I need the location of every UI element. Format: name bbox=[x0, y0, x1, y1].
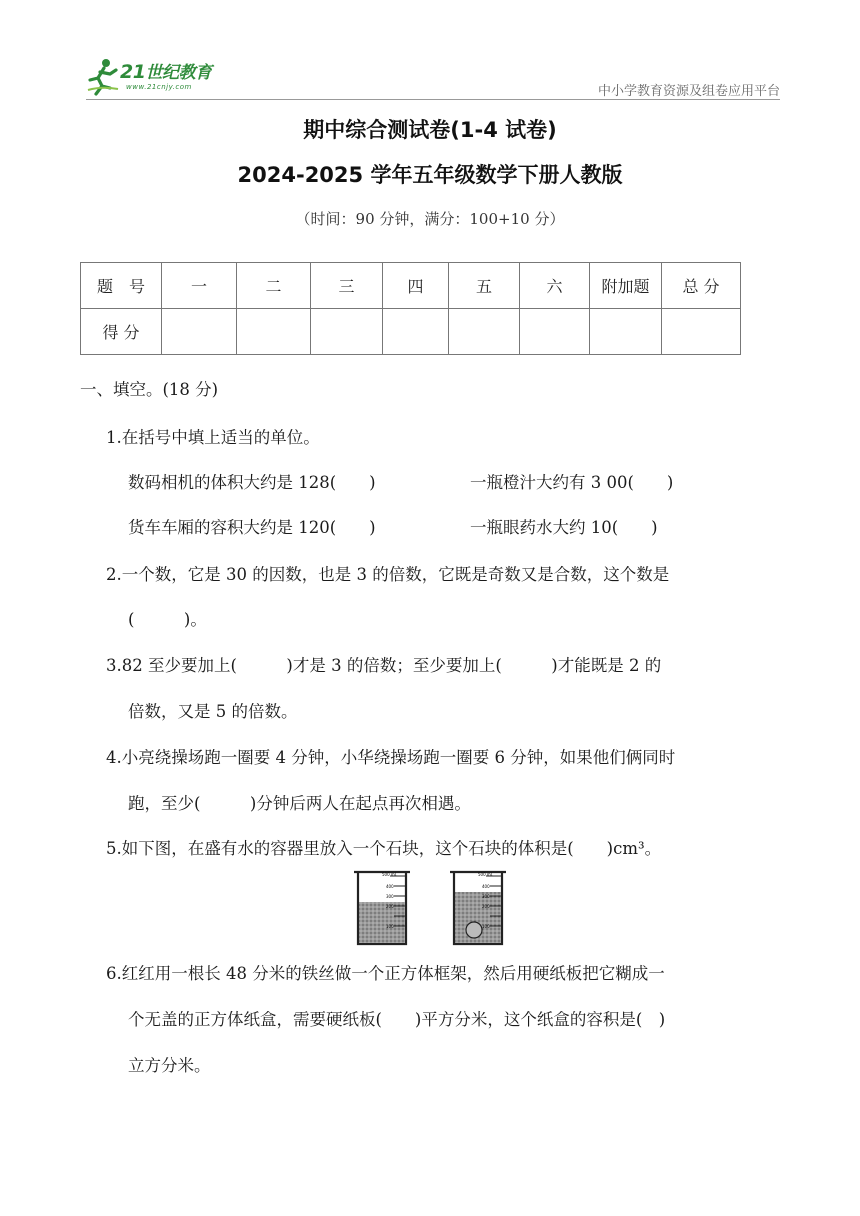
score-header-cell: 六 bbox=[520, 263, 590, 309]
beaker-label: 500 mL bbox=[382, 872, 398, 877]
beaker-label: 200 bbox=[386, 904, 394, 909]
question-1-item-d: 一瓶眼药水大约 10( ) bbox=[470, 518, 658, 537]
question-6-line-2: 个无盖的正方体纸盒，需要硬纸板( )平方分米，这个纸盒的容积是( ) bbox=[128, 1010, 666, 1029]
beaker-after bbox=[450, 872, 506, 944]
score-entry-cell[interactable] bbox=[162, 309, 237, 355]
score-header-cell: 五 bbox=[449, 263, 520, 309]
beaker-label: 300 bbox=[386, 894, 394, 899]
question-3-line-1: 3.82 至少要加上( )才是 3 的倍数；至少要加上( )才能既是 2 的 bbox=[106, 656, 662, 675]
score-entry-cell[interactable] bbox=[237, 309, 311, 355]
logo-text: 21世纪教育 bbox=[120, 61, 212, 83]
question-5-line-1: 5.如下图，在盛有水的容器里放入一个石块，这个石块的体积是( )cm³。 bbox=[106, 839, 662, 858]
score-entry-cell[interactable] bbox=[590, 309, 662, 355]
question-6-line-3: 立方分米。 bbox=[128, 1056, 211, 1075]
score-table-header-row bbox=[81, 263, 741, 309]
score-header-cell: 二 bbox=[237, 263, 311, 309]
beaker-label: 400 bbox=[386, 884, 394, 889]
question-1-item-c: 货车车厢的容积大约是 120( ) bbox=[128, 518, 376, 537]
score-header-cell: 四 bbox=[383, 263, 449, 309]
beaker-label: 500 mL bbox=[478, 872, 494, 877]
score-entry-cell[interactable] bbox=[520, 309, 590, 355]
question-2-line-1: 2.一个数，它是 30 的因数，也是 3 的倍数，它既是奇数又是合数，这个数是 bbox=[106, 565, 670, 584]
logo-url: www.21cnjy.com bbox=[126, 83, 192, 91]
question-2-line-2: ( )。 bbox=[128, 610, 207, 629]
score-row-label: 得 分 bbox=[81, 309, 162, 355]
exam-info: （时间：90 分钟，满分：100+10 分） bbox=[295, 210, 565, 228]
beaker-label: 300 bbox=[482, 894, 490, 899]
score-entry-cell[interactable] bbox=[311, 309, 383, 355]
score-header-cell: 三 bbox=[311, 263, 383, 309]
question-4-line-1: 4.小亮绕操场跑一圈要 4 分钟，小华绕操场跑一圈要 6 分钟，如果他们俩同时 bbox=[106, 748, 676, 767]
score-table-score-row bbox=[81, 309, 741, 355]
score-table bbox=[80, 262, 741, 355]
section-heading: 一、填空。(18 分) bbox=[80, 380, 219, 399]
beakers-figure bbox=[350, 868, 520, 948]
score-header-cell: 总 分 bbox=[662, 263, 741, 309]
beaker-label: 100 bbox=[482, 924, 490, 929]
score-header-cell: 一 bbox=[162, 263, 237, 309]
exam-title: 期中综合测试卷(1-4 试卷) bbox=[303, 118, 557, 142]
score-entry-cell[interactable] bbox=[383, 309, 449, 355]
platform-label: 中小学教育资源及组卷应用平台 bbox=[597, 84, 780, 99]
question-3-line-2: 倍数，又是 5 的倍数。 bbox=[128, 702, 298, 721]
exam-subtitle: 2024-2025 学年五年级数学下册人教版 bbox=[237, 163, 623, 187]
question-6-line-1: 6.红红用一根长 48 分米的铁丝做一个正方体框架，然后用硬纸板把它糊成一 bbox=[106, 964, 665, 983]
logo bbox=[86, 56, 236, 100]
beaker-label: 100 bbox=[386, 924, 394, 929]
runner-logo-icon bbox=[86, 56, 120, 96]
stone-icon bbox=[466, 922, 482, 938]
beaker-label: 400 bbox=[482, 884, 490, 889]
beakers-diagram bbox=[350, 868, 520, 948]
question-1-item-b: 一瓶橙汁大约有 3 00( ) bbox=[470, 473, 674, 492]
beaker-before bbox=[354, 872, 410, 944]
score-header-cell: 附加题 bbox=[590, 263, 662, 309]
score-entry-cell[interactable] bbox=[449, 309, 520, 355]
question-4-line-2: 跑，至少( )分钟后两人在起点再次相遇。 bbox=[128, 794, 471, 813]
beaker-label: 200 bbox=[482, 904, 490, 909]
score-entry-cell[interactable] bbox=[662, 309, 741, 355]
question-1-stem: 1.在括号中填上适当的单位。 bbox=[106, 428, 320, 447]
header-divider bbox=[86, 99, 780, 100]
score-header-cell: 题 号 bbox=[81, 263, 162, 309]
question-1-item-a: 数码相机的体积大约是 128( ) bbox=[128, 473, 376, 492]
